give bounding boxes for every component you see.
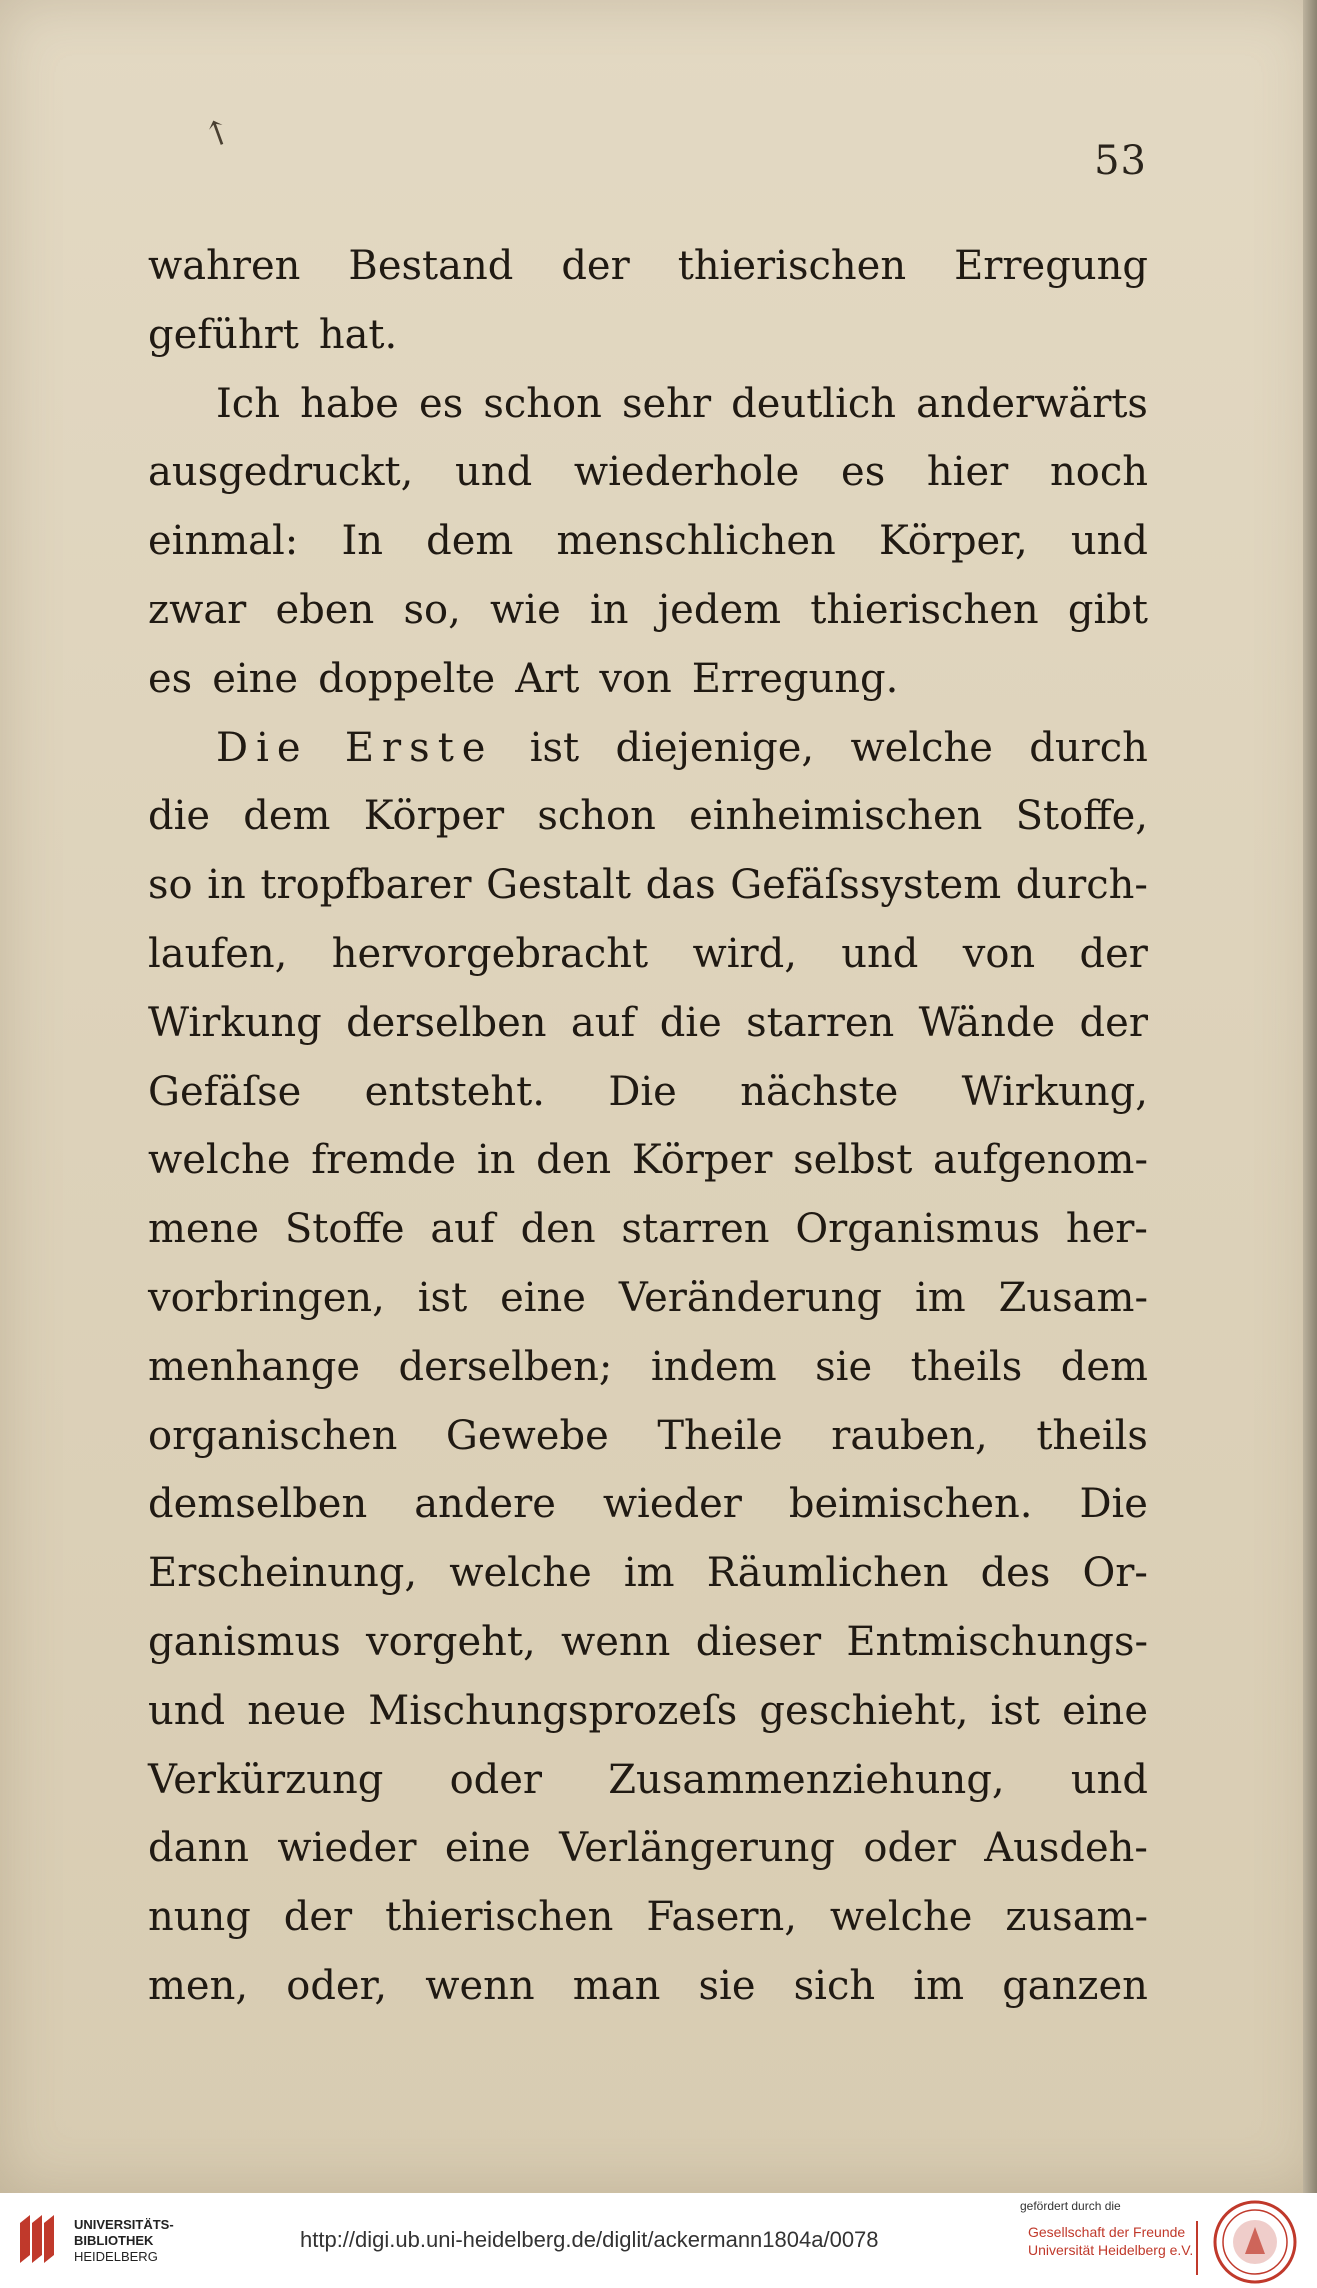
word: Gefäſssystem (730, 862, 1002, 909)
word: thierischen (385, 1894, 614, 1941)
word: Wirkung (148, 999, 322, 1046)
word: rauben, (831, 1412, 988, 1459)
word: und (841, 930, 919, 977)
word: geführt (148, 311, 299, 358)
word: demselben (148, 1481, 368, 1528)
word: Die (1079, 1481, 1148, 1528)
word: wie (490, 586, 561, 633)
funded-by-label: gefördert durch die (1020, 2199, 1121, 2213)
text-line (148, 1677, 1148, 1746)
word: im (914, 1274, 966, 1321)
word: Zusam- (998, 1274, 1148, 1321)
word: dem (426, 518, 514, 565)
library-name-line-1: UNIVERSITÄTS- (74, 2217, 174, 2232)
word: theils (910, 1343, 1023, 1390)
word: Veränderung (618, 1274, 883, 1321)
word: und (1070, 1756, 1148, 1803)
word: dem (1060, 1343, 1148, 1390)
word: Körper (363, 793, 505, 840)
word: In (341, 518, 383, 565)
word: thierischen (677, 243, 907, 289)
word: thierischen (810, 586, 1039, 633)
word: der (561, 243, 630, 289)
word: und (1070, 518, 1148, 565)
text-line (148, 1058, 1148, 1127)
word: schon (483, 380, 602, 427)
word: welche (449, 1550, 592, 1597)
word: wenn (425, 1962, 535, 2009)
word: tropfbarer (260, 862, 472, 909)
text-line (148, 1470, 1148, 1539)
word: schon (537, 793, 656, 840)
word: Gestalt (486, 862, 632, 909)
word: das (645, 862, 716, 909)
word: Wände (918, 999, 1056, 1046)
word: ist (990, 1687, 1040, 1734)
word: nächste (740, 1068, 899, 1115)
text-line (148, 438, 1148, 507)
word: Erregung. (691, 655, 899, 702)
word: den (536, 1137, 612, 1184)
footer-divider (1196, 2221, 1198, 2275)
word: wieder (277, 1825, 417, 1872)
word: gibt (1067, 586, 1148, 633)
word: theils (1036, 1412, 1148, 1459)
text-line (148, 989, 1148, 1058)
word: eine (500, 1274, 586, 1321)
word: Gewebe (445, 1412, 609, 1459)
word: im (623, 1550, 675, 1597)
word: laufen, (148, 930, 288, 977)
text-line (148, 301, 1148, 370)
text-line (148, 576, 1148, 645)
word: Theile (657, 1412, 783, 1459)
university-seal-icon[interactable] (1212, 2199, 1298, 2285)
society-name[interactable] (1028, 2223, 1193, 2259)
margin-mark: ↑ (198, 110, 239, 158)
word: Körper, (878, 518, 1028, 565)
word: oder (863, 1825, 956, 1872)
word: her- (1065, 1206, 1148, 1253)
word: menschlichen (556, 518, 836, 565)
word: derselben; (398, 1343, 613, 1390)
word: von (962, 930, 1036, 977)
word: neue (247, 1687, 347, 1734)
word: indem (650, 1343, 777, 1390)
text-line (148, 1746, 1148, 1815)
word: Die (608, 1068, 677, 1115)
word: wenn (560, 1618, 671, 1665)
word: in (476, 1137, 516, 1184)
word: Zusammenziehung, (608, 1756, 1005, 1803)
word: Körper (631, 1137, 773, 1184)
word: starren (621, 1206, 770, 1253)
text-line (148, 1539, 1148, 1608)
word: Erscheinung, (148, 1550, 418, 1597)
word: men, (148, 1962, 249, 2009)
text-line (148, 1402, 1148, 1471)
word: anderwärts (916, 380, 1148, 427)
word: ist (529, 724, 580, 771)
word: es (148, 655, 193, 702)
word: so (148, 862, 193, 909)
text-line (148, 645, 1148, 714)
word: die (148, 793, 211, 840)
word: der (283, 1894, 353, 1941)
word: es (419, 380, 464, 427)
word: habe (300, 380, 399, 427)
text-line (148, 851, 1148, 920)
word: sich (793, 1962, 876, 2009)
word: hier (926, 449, 1009, 496)
text-line (148, 1333, 1148, 1402)
word: von (599, 655, 672, 702)
word: ganismus (148, 1618, 341, 1665)
word: sie (815, 1343, 873, 1390)
word: in (589, 586, 629, 633)
text-line (148, 1264, 1148, 1333)
word: auf (430, 1206, 495, 1253)
word: der (1079, 999, 1148, 1046)
word: organischen (148, 1412, 398, 1459)
word: so, (403, 586, 461, 633)
library-name-line-2: BIBLIOTHEK (74, 2233, 154, 2248)
word: dem (243, 793, 331, 840)
word: wird, (692, 930, 797, 977)
text-line (148, 920, 1148, 989)
word: deutlich (731, 380, 897, 427)
word: starren (746, 999, 895, 1046)
word: durch- (1015, 862, 1148, 909)
word: und (148, 1687, 226, 1734)
word: eine (212, 655, 299, 702)
word: Entmischungs- (846, 1618, 1148, 1665)
text-line (148, 1195, 1148, 1264)
word: wiederhole (573, 449, 800, 496)
word: sehr (621, 380, 712, 427)
word: wahren (148, 243, 301, 289)
word: fremde (311, 1137, 457, 1184)
word: mene (148, 1206, 260, 1253)
word: Die (216, 724, 309, 771)
library-name-line-3: HEIDELBERG (74, 2249, 158, 2264)
word: jedem (657, 586, 782, 633)
word: Ausdeh- (984, 1825, 1148, 1872)
word: die (659, 999, 722, 1046)
word: es (841, 449, 886, 496)
word: Mischungsprozeſs (368, 1687, 738, 1734)
word: welche (850, 724, 993, 771)
word: vorgeht, (366, 1618, 536, 1665)
word: Art (515, 655, 580, 702)
word: Wirkung, (961, 1068, 1148, 1115)
word: welche (148, 1137, 291, 1184)
word: menhange (148, 1343, 361, 1390)
word: Organismus (795, 1206, 1041, 1253)
word: vorbringen, (148, 1274, 385, 1321)
word: beimischen. (788, 1481, 1033, 1528)
word: Erregung (954, 243, 1148, 289)
word: hat. (318, 311, 398, 358)
text-line (148, 782, 1148, 851)
word: Stoffe, (1015, 793, 1148, 840)
word: ganzen (1002, 1962, 1148, 2009)
word: eine (444, 1825, 531, 1872)
text-line (148, 370, 1148, 439)
page-number: 53 (1094, 138, 1147, 184)
word: diejenige, (615, 724, 815, 771)
word: Gefäſse (148, 1068, 302, 1115)
word: auf (570, 999, 636, 1046)
word: aufgenom- (933, 1137, 1148, 1184)
word: sie (698, 1962, 756, 2009)
word: Verlängerung (559, 1825, 836, 1872)
text-line (148, 1883, 1148, 1952)
word: eine (1062, 1687, 1148, 1734)
word: einmal: (148, 518, 299, 565)
word: der (1079, 930, 1148, 977)
word: Erste (344, 724, 494, 771)
footer-bar (0, 2193, 1317, 2288)
word: Räumlichen (706, 1550, 949, 1597)
word: und (455, 449, 533, 496)
word: Stoffe (284, 1206, 405, 1253)
word: Verkürzung (148, 1756, 384, 1803)
word: ist (417, 1274, 468, 1321)
word: geschieht, (759, 1687, 969, 1734)
word: dieser (695, 1618, 822, 1665)
society-name-line-2: Universität Heidelberg e.V. (1028, 2242, 1194, 2258)
word: in (207, 862, 246, 909)
word: zwar (148, 586, 247, 633)
word: hervorgebracht (331, 930, 649, 977)
word: im (913, 1962, 965, 2009)
body-text (148, 232, 1148, 2021)
word: zusam- (1005, 1894, 1148, 1941)
word: Ich (216, 380, 280, 427)
word: des (980, 1550, 1051, 1597)
word: doppelte (318, 655, 496, 702)
text-line (148, 1126, 1148, 1195)
word: welche (829, 1894, 973, 1941)
university-library-logo-icon[interactable] (14, 2209, 62, 2269)
text-line (148, 1952, 1148, 2021)
word: man (572, 1962, 661, 2009)
word: den (520, 1206, 596, 1253)
word: oder, (286, 1962, 388, 2009)
word: ausgedruckt, (148, 449, 414, 496)
word: wieder (602, 1481, 742, 1528)
word: einheimischen (689, 793, 983, 840)
word: eben (275, 586, 375, 633)
word: selbst (793, 1137, 913, 1184)
word: nung (148, 1894, 251, 1941)
word: Fasern, (646, 1894, 797, 1941)
permalink-url[interactable]: http://digi.ub.uni-heidelberg.de/diglit/ackermann1804a/0078 (300, 2227, 879, 2252)
society-name-line-1: Gesellschaft der Freunde (1028, 2224, 1186, 2240)
page-edge-shadow (1303, 0, 1317, 2193)
word: entsteht. (364, 1068, 545, 1115)
text-line (148, 507, 1148, 576)
text-line (148, 1814, 1148, 1883)
word: dann (148, 1825, 249, 1872)
library-name[interactable] (74, 2217, 174, 2265)
word: Or- (1082, 1550, 1148, 1597)
text-line (148, 1608, 1148, 1677)
word: derselben (346, 999, 547, 1046)
word: durch (1029, 724, 1148, 771)
text-line (148, 232, 1148, 301)
word: oder (449, 1756, 543, 1803)
text-line (148, 714, 1148, 783)
word: noch (1049, 449, 1148, 496)
word: andere (414, 1481, 556, 1528)
word: Bestand (348, 243, 514, 289)
